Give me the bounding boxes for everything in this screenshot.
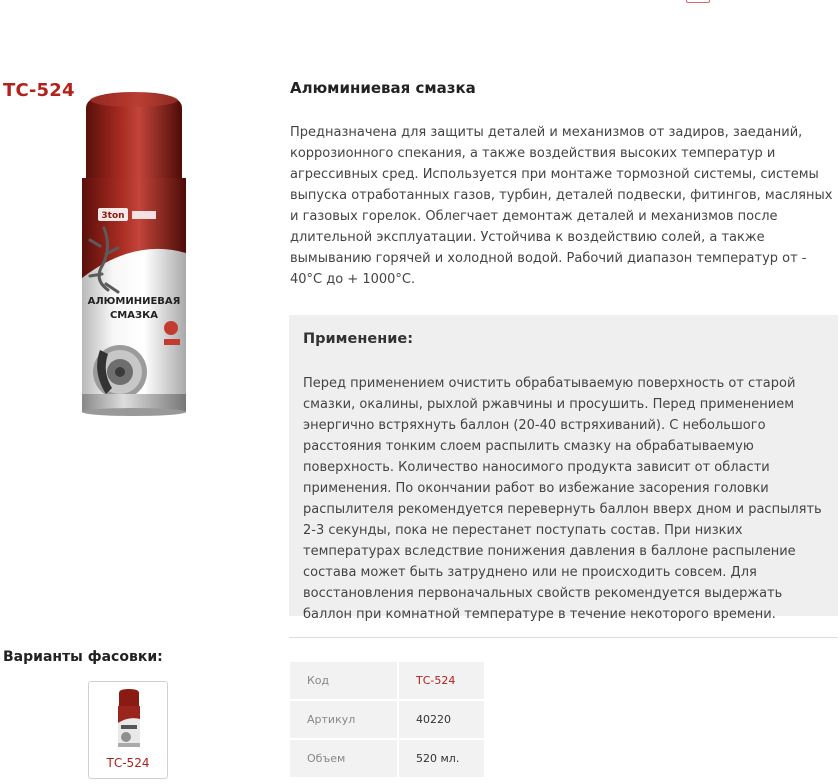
variant-item[interactable] — [88, 681, 168, 779]
can-label-line1: АЛЮМИНИЕВАЯ — [87, 296, 181, 307]
spec-value: ТС-524 — [397, 662, 484, 699]
spec-table — [290, 660, 484, 779]
spec-key: Объем — [290, 740, 397, 777]
spec-value: 40220 — [397, 701, 484, 738]
table-row — [290, 662, 484, 699]
spec-key: Код — [290, 662, 397, 699]
usage-text: Перед применением очистить обрабатываемую поверхность от старой смазки, окалины, рыхлой ржавчины и просушить. Перед применением энергично встряхнуть баллон (20-40 встряхиваний). С небольшого расстояния тонким слоем распылить смазку на обрабатываемую поверхность. Количество наносимого продукта зависит от области применения. По окончании работ во избежание засорения головки распылителя рекомендуется перевернуть баллон вверх дном и распылять 2-3 секунды, пока не перестанет поступать состав. При низких температурах вследствие понижения давления в баллоне распыление состава может быть затруднено или не происходить совсем. Для восстановления первоначальных свойств рекомендуется выдержать баллон при комнатной температуре в течение некоторого времени. — [303, 376, 822, 622]
brake-disc-icon — [93, 345, 147, 399]
product-code: ТС-524 — [3, 80, 75, 101]
variant-thumbnail — [116, 688, 142, 748]
variants-title: Варианты фасовки: — [3, 649, 163, 665]
table-row — [290, 701, 484, 738]
product-image — [72, 88, 196, 418]
svg-text:3ton: 3ton — [101, 211, 125, 221]
usage-section — [289, 315, 838, 622]
divider — [289, 637, 838, 638]
variant-label: ТС-524 — [106, 756, 150, 770]
can-label-line2: СМАЗКА — [109, 310, 159, 321]
table-row — [290, 740, 484, 777]
spec-key: Артикул — [290, 701, 397, 738]
product-title: Алюминиевая смазка — [290, 79, 476, 97]
top-partial-icon — [686, 0, 710, 3]
product-description: Предназначена для защиты деталей и механизмов от задиров, заеданий, коррозионного спекания, а также воздействия высоких температур и агрессивных сред. Используется при монтаже тормозной системы, системы выпуска отработанных газов, турбин, деталей подвески, фитингов, масляных и газовых горелок. Облегчает демонтаж деталей и механизмов после длительной эксплуатации. Устойчива к воздействию солей, а также вымыванию горячей и холодной водой. Рабочий диапазон температур от - 40°С до + 1000°С. — [290, 125, 833, 287]
spec-value: 520 мл. — [397, 740, 484, 777]
usage-title: Применение: — [303, 331, 414, 347]
